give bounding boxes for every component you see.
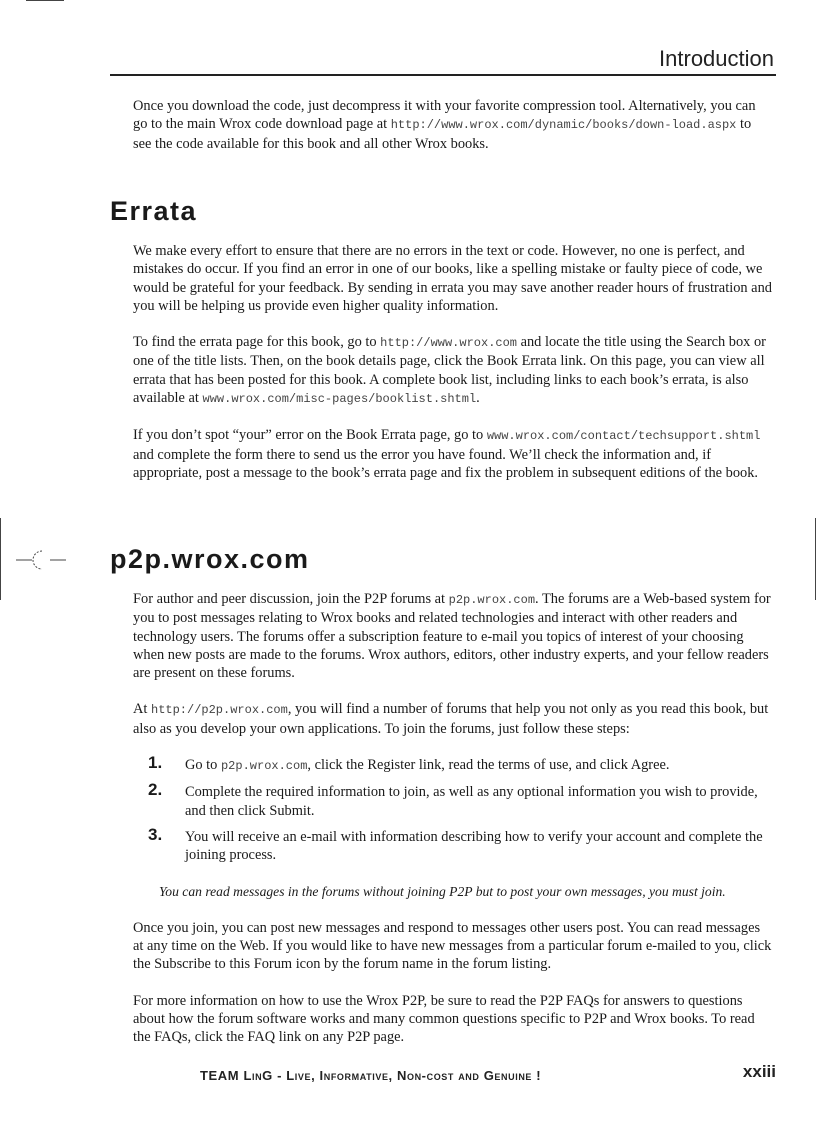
intro-paragraph (133, 97, 773, 153)
p2p-heading: p2p.wrox.com (110, 544, 310, 574)
p2p-paragraph-3: Once you join, you can post new messages and respond to messages other users post. You can read messages at any time on the Web. If you would like to have new messages from a particular forum e-mailed to you, click the Subscribe to this Forum icon by the forum name in the forum listing. (133, 919, 772, 973)
intro-section (133, 97, 773, 171)
errata-paragraph-2 (133, 333, 773, 408)
text-run: To find the errata page for this book, go to (133, 334, 381, 351)
registration-mark-icon (14, 548, 68, 572)
step-number: 2. (148, 780, 163, 800)
text-run: . (476, 390, 480, 407)
text-run: You will receive an e-mail with information describing how to verify your account and complete the joining process. (185, 828, 763, 864)
p2p-paragraph-1 (133, 590, 773, 682)
code-link[interactable]: http://p2p.wrox.com (151, 703, 288, 718)
text-run: Once you download the code, just decompress it with your favorite compression tool. Alternatively, you can go to the main Wrox code download page at (133, 98, 756, 133)
errata-heading: Errata (110, 196, 198, 226)
step-number: 1. (148, 753, 163, 773)
text-run: At (133, 701, 151, 718)
crop-mark-left (0, 518, 1, 600)
p2p-paragraph-2 (133, 700, 773, 738)
code-link[interactable]: www.wrox.com/contact/techsupport.shtml (486, 429, 761, 444)
code-link[interactable]: http://www.wrox.com/dynamic/books/down-load.aspx (390, 118, 737, 133)
text-run: Complete the required information to join, as well as any optional information you wish to provide, and then click Submit. (185, 784, 758, 819)
list-item (133, 824, 773, 865)
code-link[interactable]: www.wrox.com/misc-pages/booklist.shtml (202, 392, 477, 407)
code-link[interactable]: http://www.wrox.com (380, 336, 517, 351)
list-item (133, 780, 773, 820)
text-run: Go to (185, 757, 221, 774)
join-steps-list (133, 753, 773, 864)
errata-paragraph-1: We make every effort to ensure that there are no errors in the text or code. However, no one is perfect, and mistakes do occur. If you find an error in one of our books, like a spelling mistake or faulty piece of code, we would be grateful for your feedback. By sending in errata you may save another reader hours of frustration and you will be helping us provide even higher quality information. (133, 243, 772, 314)
text-run: For author and peer discussion, join the P2P forums at (133, 591, 449, 607)
errata-paragraph-3 (133, 426, 773, 482)
text-run: to see the code available for this book and all other Wrox books. (133, 116, 752, 152)
running-head-title: Introduction (659, 46, 774, 71)
note-text: You can read messages in the forums without joining P2P but to post your own messages, you must join. (159, 883, 726, 899)
list-item (133, 753, 773, 775)
p2p-section (133, 590, 773, 1065)
errata-section (133, 242, 773, 500)
footer-banner: TEAM LinG - Live, Informative, Non-cost and Genuine ! (200, 1068, 542, 1083)
header-rule (110, 74, 776, 76)
step-number: 3. (148, 824, 163, 844)
p2p-paragraph-4: For more information on how to use the Wrox P2P, be sure to read the P2P FAQs for answers to questions about how the forum software works and many common questions specific to P2P and Wrox books. To read the FAQs, click the FAQ link on any P2P page. (133, 992, 755, 1046)
code-link[interactable]: p2p.wrox.com (220, 759, 308, 774)
crop-mark-top (26, 0, 64, 1)
text-run: , click the Register link, read the terms of use, and click Agree. (307, 757, 670, 774)
text-run: , you will find a number of forums that help you not only as you read this book, but also as you develop your own applications. To join the forums, just follow these steps: (133, 701, 769, 737)
text-run: and locate the title using the Search box or one of the title lists. Then, on the book details page, click the Book Errata link. On this page, you can view all errata that has been posted for this book. A complete book list, including links to each book’s errata, is also available at (133, 334, 766, 407)
code-link[interactable]: p2p.wrox.com (448, 593, 536, 607)
text-run: . The forums are a Web-based system for you to post messages relating to Wrox books and related technologies and interact with other readers and technology users. The forums offer a subscription feature to e-mail you topics of interest of your choosing when new posts are made to the forums. Wrox authors, editors, other industry experts, and your fellow readers are present on these forums. (133, 591, 771, 682)
page-number: xxiii (742, 1062, 776, 1081)
text-run: If you don’t spot “your” error on the Book Errata page, go to (133, 427, 487, 444)
text-run: and complete the form there to send us the error you have found. We’ll check the information and, if appropriate, post a message to the book’s errata page and fix the problem in subsequent editions of the book. (133, 446, 759, 481)
